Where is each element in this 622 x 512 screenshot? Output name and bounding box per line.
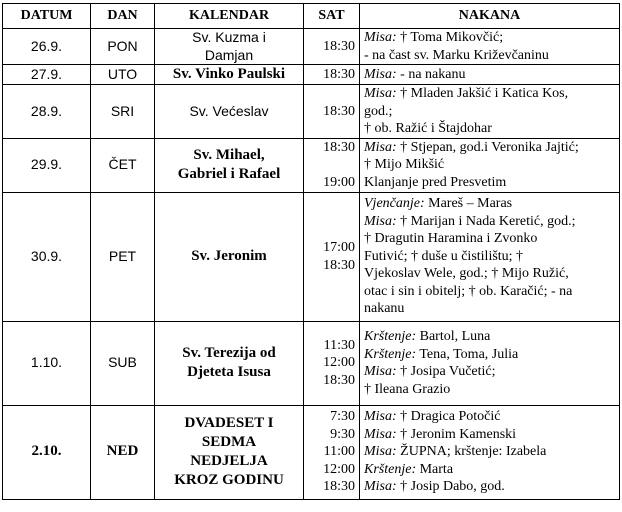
- cell-nakana: [360, 65, 620, 85]
- intention-type: Misa:: [364, 426, 397, 442]
- intention-line: [364, 47, 615, 65]
- cell-nakana: [360, 29, 620, 65]
- cell-sat: [304, 138, 360, 192]
- cell-dan: PON: [91, 29, 155, 65]
- time-value: 11:30: [323, 337, 355, 353]
- cell-sat: [304, 65, 360, 85]
- cell-sat: [304, 192, 360, 321]
- cell-kalendar: [155, 321, 304, 405]
- time-value: 18:30: [323, 66, 355, 82]
- cell-kalendar: [155, 29, 304, 65]
- kalendar-line: DVADESET I: [184, 415, 274, 431]
- time-value: 19:00: [323, 174, 355, 190]
- table-row: [3, 321, 620, 405]
- time-value: 17:00: [323, 240, 355, 255]
- cell-dan: UTO: [91, 65, 155, 85]
- intention-type: Misa:: [364, 409, 397, 425]
- cell-datum: 2.10.: [3, 405, 91, 499]
- intention-text: † Dragica Potočić: [396, 409, 501, 425]
- intention-text: † Ileana Grazio: [364, 381, 451, 397]
- header-nakana: NAKANA: [360, 4, 620, 29]
- cell-sat: [304, 321, 360, 405]
- header-kalendar: KALENDAR: [155, 4, 304, 29]
- intention-type: Krštenje:: [364, 329, 417, 344]
- kalendar-line: Damjan: [204, 46, 254, 63]
- table-row: [3, 65, 620, 85]
- kalendar-line: Sv. Mihael,: [193, 147, 265, 163]
- intention-text: † Dragutin Haramina i Zvonko: [364, 231, 538, 247]
- intention-text: nakanu: [364, 301, 405, 317]
- time-value: 18:30: [323, 38, 355, 54]
- table-row: [3, 85, 620, 139]
- time-value: 18:30: [323, 479, 355, 495]
- intention-line: [364, 328, 615, 346]
- intention-line: [364, 120, 615, 138]
- intention-type: Vjenčanje:: [364, 196, 425, 212]
- intention-line: [364, 195, 615, 213]
- header-sat: SAT: [304, 4, 360, 29]
- intention-line: [364, 174, 615, 192]
- time-value: 18:30: [323, 139, 355, 155]
- intention-line: [364, 265, 615, 283]
- cell-sat: [304, 29, 360, 65]
- table-row: [3, 138, 620, 192]
- kalendar-line: Sv. Većeslav: [189, 102, 269, 119]
- intention-text: Vjekoslav Wele, god.; † Mijo Ružić,: [364, 266, 569, 282]
- intention-text: god.;: [364, 103, 393, 119]
- cell-dan: PET: [91, 192, 155, 321]
- cell-dan: NED: [91, 405, 155, 499]
- intention-line: [364, 103, 615, 121]
- cell-dan: SUB: [91, 321, 155, 405]
- intention-line: [364, 443, 615, 461]
- intention-line: [364, 426, 615, 444]
- intention-text: † Marijan i Nada Keretić, god.;: [396, 213, 576, 229]
- kalendar-line: KROZ GODINU: [174, 472, 284, 488]
- intention-type: Misa:: [364, 213, 397, 229]
- cell-dan: SRI: [91, 85, 155, 139]
- intention-text: ŽUPNA; krštenje: Izabela: [396, 444, 547, 460]
- time-value: 9:30: [330, 426, 355, 442]
- intention-type: Misa:: [364, 66, 397, 82]
- kalendar-line: NEDJELJA: [190, 453, 268, 469]
- header-dan: DAN: [91, 4, 155, 29]
- time-value: 12:00: [323, 461, 355, 477]
- cell-kalendar: [155, 65, 304, 85]
- time-value: 18:30: [323, 372, 355, 388]
- cell-kalendar: [155, 405, 304, 499]
- intention-line: [364, 381, 615, 399]
- cell-nakana: [360, 405, 620, 499]
- intention-text: Futivić; † duše u čistilištu; †: [364, 248, 524, 264]
- intention-text: † Mijo Mikšić: [364, 157, 445, 173]
- intention-type: Krštenje:: [364, 461, 417, 477]
- time-value: [308, 156, 355, 174]
- cell-kalendar: [155, 85, 304, 139]
- intention-line: [364, 363, 615, 381]
- cell-datum: 26.9.: [3, 29, 91, 65]
- time-value: 7:30: [330, 409, 355, 425]
- intention-line: [364, 230, 615, 248]
- intention-line: [364, 478, 615, 496]
- cell-datum: 29.9.: [3, 138, 91, 192]
- intention-type: Krštenje:: [364, 346, 417, 362]
- intention-line: [364, 346, 615, 364]
- intention-line: [364, 283, 615, 301]
- intention-line: [364, 408, 615, 426]
- cell-nakana: [360, 192, 620, 321]
- intention-line: [364, 139, 615, 157]
- cell-datum: 28.9.: [3, 85, 91, 139]
- kalendar-line: Djeteta Isusa: [187, 364, 271, 380]
- intention-line: [364, 156, 615, 174]
- intention-text: - na nakanu: [396, 66, 466, 82]
- intention-text: † Stjepan, god.i Veronika Jajtić;: [396, 139, 579, 155]
- cell-datum: 27.9.: [3, 65, 91, 85]
- cell-dan: ČET: [91, 138, 155, 192]
- kalendar-line: SEDMA: [201, 434, 257, 450]
- cell-nakana: [360, 85, 620, 139]
- kalendar-line: Sv. Jeronim: [191, 248, 267, 264]
- intention-line: [364, 29, 615, 47]
- cell-sat: [304, 405, 360, 499]
- cell-nakana: [360, 321, 620, 405]
- intention-text: † ob. Ražić i Štajdohar: [364, 121, 492, 136]
- intention-text: Tena, Toma, Julia: [416, 346, 519, 362]
- intention-line: [364, 213, 615, 231]
- intention-text: † Toma Mikovčić;: [396, 30, 504, 45]
- kalendar-line: Sv. Terezija od: [182, 345, 276, 361]
- intention-line: [364, 461, 615, 479]
- intention-text: Bartol, Luna: [416, 329, 491, 344]
- intention-type: Misa:: [364, 86, 397, 101]
- mass-schedule-table: [2, 3, 620, 500]
- cell-kalendar: [155, 192, 304, 321]
- intention-text: † Josip Dabo, god.: [396, 479, 505, 495]
- intention-line: [364, 66, 615, 84]
- table-row: [3, 192, 620, 321]
- intention-text: † Josipa Vučetić;: [396, 364, 496, 379]
- time-value: 18:30: [323, 103, 355, 119]
- intention-line: [364, 85, 615, 103]
- intention-type: Misa:: [364, 30, 397, 45]
- intention-type: Misa:: [364, 364, 397, 379]
- intention-text: † Jeronim Kamenski: [396, 426, 517, 442]
- intention-type: Misa:: [364, 139, 397, 155]
- kalendar-line: Gabriel i Rafael: [177, 166, 281, 182]
- header-row: [3, 4, 620, 29]
- cell-kalendar: [155, 138, 304, 192]
- cell-nakana: [360, 138, 620, 192]
- cell-sat: [304, 85, 360, 139]
- intention-text: † Mladen Jakšić i Katica Kos,: [396, 86, 569, 101]
- schedule-body: [3, 29, 620, 500]
- intention-text: otac i sin i obitelj; † ob. Karačić; - na: [364, 283, 573, 299]
- time-value: 11:00: [323, 444, 355, 460]
- intention-type: Misa:: [364, 479, 397, 495]
- kalendar-line: Sv. Kuzma i: [192, 29, 266, 45]
- time-value: 18:30: [323, 257, 355, 273]
- intention-text: Marta: [416, 461, 454, 477]
- cell-datum: 1.10.: [3, 321, 91, 405]
- kalendar-line: Sv. Vinko Paulski: [172, 66, 286, 82]
- intention-line: [364, 248, 615, 266]
- intention-text: Mareš – Maras: [424, 196, 513, 212]
- header-datum: DATUM: [3, 4, 91, 29]
- table-row: [3, 405, 620, 499]
- intention-text: Klanjanje pred Presvetim: [364, 174, 507, 190]
- table-row: [3, 29, 620, 65]
- time-value: 12:00: [323, 355, 355, 371]
- cell-datum: 30.9.: [3, 192, 91, 321]
- intention-type: Misa:: [364, 444, 397, 460]
- intention-line: [364, 300, 615, 318]
- intention-text: - na čast sv. Marku Križevčaninu: [364, 47, 549, 63]
